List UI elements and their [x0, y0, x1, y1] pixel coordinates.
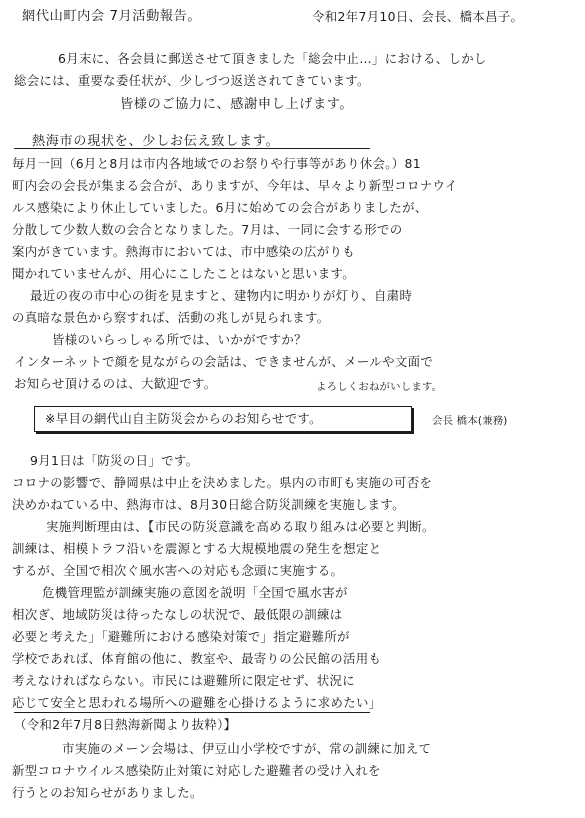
atami-line: 毎月一回（6月と8月は市内各地域でのお祭りや行事等があり休会。）81	[12, 156, 421, 171]
bousai-line: 考えなければならない。市民には避難所に限定せず、状況に	[12, 673, 356, 688]
bousai-line: するが、全国で相次ぐ風水害への対応も念頭に実施する。	[12, 563, 344, 578]
atami-closing: よろしくおねがいします。	[316, 381, 443, 393]
bousai-line: 必要と考えた」「避難所における感染対策で」指定避難所が	[12, 629, 350, 644]
atami-line: ルス感染により休止していました。6月に始めての会合がありましたが、	[12, 200, 428, 215]
bousai-source: （令和2年7月8日熱海新聞より抜粋）】	[14, 717, 237, 732]
bousai-line: 決めかねている中、熱海市は、8月30日総合防災訓練を実施します。	[12, 497, 405, 512]
quote-underline	[14, 712, 370, 713]
intro-line-1: 6月末に、各会員に郵送させて頂きました「総会中止…」における、しかし	[58, 51, 487, 66]
bousai-line: 実施判断理由は、【市民の防災意識を高める取り組みは必要と判断。	[46, 519, 435, 534]
atami-line: 町内会の会長が集まる会合が、ありますが、今年は、早々より新型コロナウイ	[12, 178, 458, 193]
report-title: 網代山町内会 7月活動報告。	[22, 9, 202, 24]
atami-line: 分散して少数人数の会合となりました。7月は、一同に会する形での	[12, 222, 403, 237]
atami-line: インターネットで顔を見ながらの会話は、できませんが、メールや文面で	[14, 354, 434, 369]
atami-heading-underline	[14, 148, 370, 149]
bousai-line: 訓練は、相模トラフ沿いを震源とする大規模地震の発生を想定と	[12, 541, 382, 556]
atami-line: の真暗な景色から察すれば、活動の兆しが見られます。	[12, 310, 330, 325]
atami-line: 聞かれていませんが、用心にこしたことはないと思います。	[12, 266, 356, 281]
bousai-line: 危機管理監が訓練実施の意図を説明「全国で風水害が	[42, 585, 348, 600]
bousai-line: 9月1日は「防災の日」です。	[30, 453, 199, 468]
atami-line: お知らせ頂けるのは、大歓迎です。	[14, 376, 217, 391]
notice-signer: 会長 橋本(兼務)	[432, 415, 508, 427]
intro-thanks: 皆様のご協力に、感謝申し上げます。	[120, 97, 354, 112]
atami-heading: 熱海市の現状を、少しお伝え致します。	[32, 134, 280, 149]
notice-box	[34, 406, 412, 432]
intro-line-2: 総会には、重要な委任状が、少しづつ返送されてきています。	[14, 73, 370, 88]
report-date-author: 令和2年7月10日、会長、橋本昌子。	[312, 9, 524, 24]
bousai-line: コロナの影響で、静岡県は中止を決めました。県内の市町も実施の可否を	[12, 475, 433, 490]
atami-line: 最近の夜の市中心の街を見ますと、建物内に明かりが灯り、自粛時	[30, 288, 413, 303]
notice-box-label: ※早目の網代山自主防災会からのお知らせです。	[45, 411, 322, 426]
bousai-line: 新型コロナウイルス感染防止対策に対応した避難者の受け入れを	[12, 763, 381, 778]
atami-line: 皆様のいらっしゃる所では、いかがですか？	[52, 332, 307, 347]
bousai-line: 行うとのお知らせがありました。	[12, 785, 203, 800]
bousai-line: 相次ぎ、地域防災は待ったなしの状況で、最低限の訓練は	[12, 607, 343, 622]
bousai-line: 応じて安全と思われる場所への避難を心掛けるように求めたい」	[12, 695, 382, 710]
bousai-line: 学校であれば、体育館の他に、教室や、最寄りの公民館の活用も	[12, 651, 382, 666]
atami-line: 案内がきています。熱海市においては、市中感染の広がりも	[12, 244, 356, 259]
bousai-line: 市実施のメーン会場は、伊豆山小学校ですが、常の訓練に加えて	[62, 741, 432, 756]
